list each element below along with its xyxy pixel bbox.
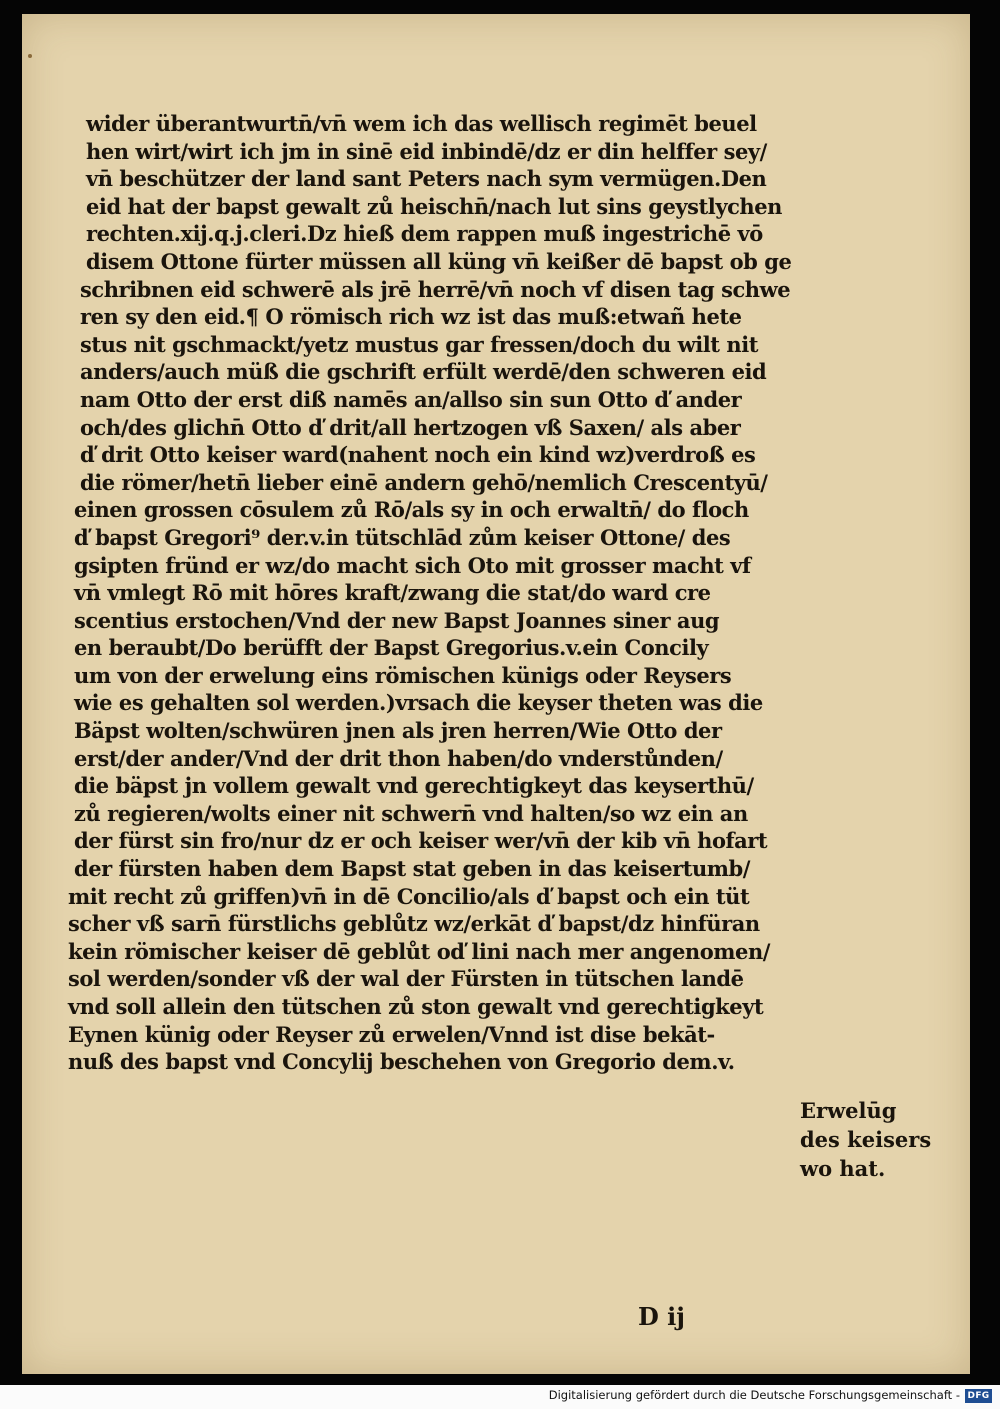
text-line: ď bapst Gregori⁹ der.v.in tütschlād zům keiser Ottone/ des bbox=[74, 524, 731, 550]
text-line: sol werden/sonder vß der wal der Fürsten in tütschen landē bbox=[68, 966, 744, 992]
text-line: mit recht zů griffen)vn̄ in dē Concilio/als ď bapst och ein tüt bbox=[68, 883, 750, 909]
text-line: anders/auch müß die gschrift erfült werdē/den schweren eid bbox=[80, 359, 767, 385]
page-edge-mark bbox=[28, 54, 32, 58]
text-line: vn̄ vmlegt Rō mit hōres kraft/zwang die stat/do ward cre bbox=[74, 580, 711, 606]
signature-mark: D ij bbox=[638, 1302, 685, 1331]
text-line: gsipten fründ er wz/do macht sich Oto mit grosser macht vf bbox=[74, 552, 751, 578]
text-line: die römer/hetn̄ lieber einē andern gehō/nemlich Crescentyū/ bbox=[80, 469, 768, 495]
text-line: nuß des bapst vnd Concylij beschehen von Gregorio dem.v. bbox=[68, 1049, 735, 1075]
text-line: scher vß sarn̄ fürstlichs geblůtz wz/erkāt ď bapst/dz hinfüran bbox=[68, 911, 760, 937]
text-line: wie es gehalten sol werden.)vrsach die keyser theten was die bbox=[74, 690, 763, 716]
text-line: eid hat der bapst gewalt zů heischn̄/nach lut sins geystlychen bbox=[86, 193, 782, 219]
text-line: vnd soll allein den tütschen zů ston gewalt vnd gerechtigkeyt bbox=[68, 994, 764, 1019]
text-line: Eynen künig oder Reyser zů erwelen/Vnnd ist dise bekāt- bbox=[68, 1021, 715, 1047]
dfg-logo: DFG bbox=[965, 1389, 992, 1403]
text-line: en beraubt/Do berüfft der Bapst Gregorius.v.ein Concily bbox=[74, 635, 709, 661]
text-line: stus nit gschmackt/yetz mustus gar fressen/doch du wilt nit bbox=[80, 331, 759, 357]
marginal-note bbox=[800, 1096, 950, 1183]
text-line: nam Otto der erst diß namēs an/allso sin sun Otto ď ander bbox=[80, 386, 742, 412]
text-line: der fürst sin fro/nur dz er och keiser wer/vn̄ der kib vn̄ hofart bbox=[74, 828, 768, 854]
text-line: der fürsten haben dem Bapst stat geben in das keisertumb/ bbox=[74, 856, 751, 882]
text-line: wider überantwurtn̄/vn̄ wem ich das wellisch regimēt beuel bbox=[86, 111, 757, 136]
text-line: um von der erwelung eins römischen künigs oder Reysers bbox=[74, 662, 732, 688]
text-line: zů regieren/wolts einer nit schwern̄ vnd halten/so wz ein an bbox=[74, 800, 748, 826]
text-line: erst/der ander/Vnd der drit thon haben/do vnderstůnden/ bbox=[74, 745, 723, 771]
text-line: hen wirt/wirt ich jm in sinē eid inbindē/dz er din helffer sey/ bbox=[86, 138, 767, 164]
text-line: ď drit Otto keiser ward(nahent noch ein kind wz)verdroß es bbox=[80, 442, 756, 468]
text-line: disem Ottone fürter müssen all küng vn̄ keißer dē bapst ob ge bbox=[86, 248, 792, 274]
book-page bbox=[22, 14, 970, 1374]
marginal-note-line: wo hat. bbox=[800, 1156, 886, 1181]
page-text-block bbox=[62, 110, 842, 1076]
marginal-note-line: des keisers bbox=[800, 1127, 932, 1152]
text-line: ren sy den eid.¶ O römisch rich wz ist das muß:etwañ hete bbox=[80, 304, 742, 330]
marginal-note-line: Erwelūg bbox=[800, 1098, 897, 1123]
text-line: Bäpst wolten/schwüren jnen als jren herren/Wie Otto der bbox=[74, 718, 722, 744]
text-line: kein römischer keiser dē geblůt oď lini nach mer angenomen/ bbox=[68, 938, 771, 964]
footer-bar bbox=[0, 1385, 1000, 1409]
text-line: einen grossen cōsulem zů Rō/als sy in och erwaltn̄/ do floch bbox=[74, 497, 749, 523]
text-line: vn̄ beschützer der land sant Peters nach sym vermügen.Den bbox=[86, 166, 767, 192]
text-line: och/des glichn̄ Otto ď drit/all hertzogen vß Saxen/ als aber bbox=[80, 414, 741, 440]
text-line: scentius erstochen/Vnd der new Bapst Joannes siner aug bbox=[74, 607, 720, 633]
funding-notice: Digitalisierung gefördert durch die Deutsche Forschungsgemeinschaft - bbox=[548, 1388, 960, 1402]
text-line: rechten.xij.q.j.cleri.Dz hieß dem rappen muß ingestrichē vō bbox=[86, 221, 763, 247]
text-line: schribnen eid schwerē als jrē herrē/vn̄ noch vf disen tag schwe bbox=[80, 276, 791, 302]
text-line: die bäpst jn vollem gewalt vnd gerechtigkeyt das keyserthū/ bbox=[74, 773, 754, 799]
